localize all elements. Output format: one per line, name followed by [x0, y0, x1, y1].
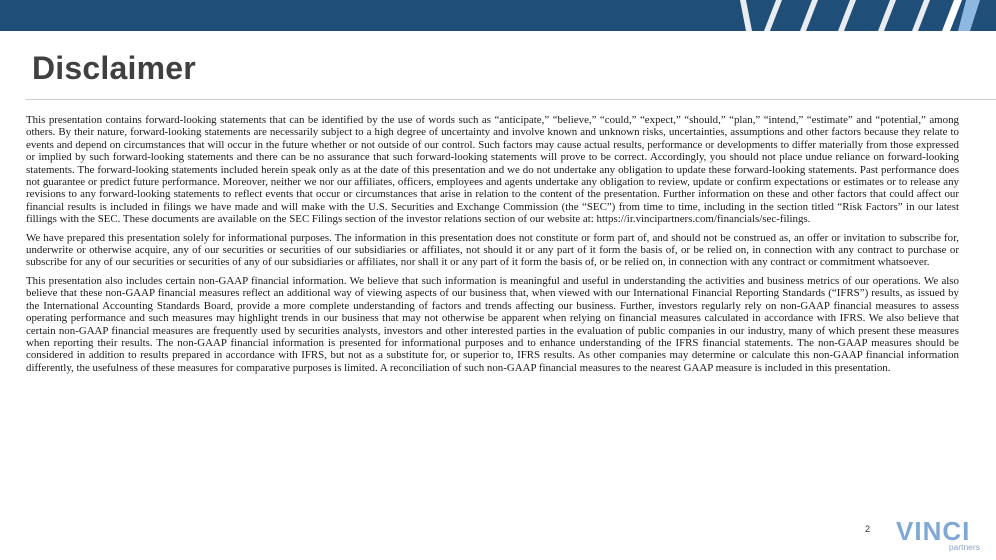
vinci-partners-logo — [896, 517, 986, 553]
disclaimer-paragraph-forward-looking: This presentation contains forward-looking statements that can be identified by the use of words such as “anticipate,” “believe,” “could,” “expect,” “should,” “plan,” “intend,” “estimate” and “potential,” among others. By their nature, forward-looking statements are necessarily subject to a high degree of uncertainty and involve known and unknown risks, uncertainties, assumptions and other factors because they relate to events and depend on circumstances that will occur in the future whether or not outside of our control. Such factors may cause actual results, performance or developments to differ materially from those expressed or implied by such forward-looking statements and there can be no assurance that such forward-looking statements will prove to be correct. Accordingly, you should not place undue reliance on forward-looking statements. The forward-looking statements included herein speak only as at the date of this presentation and we do not undertake any obligation to update these forward-looking statements. Past performance does not guarantee or predict future performance. Moreover, neither we nor our affiliates, officers, employees and agents undertake any obligation to review, update or confirm expectations or estimates or to release any revisions to any forward-looking statements to reflect events that occur or circumstances that arise in relation to the content of the presentation. Further information on these and other factors that could affect our financial results is included in filings we have made and will make with the U.S. Securities and Exchange Commission (the “SEC”) from time to time, including in the section titled “Risk Factors” in our latest fillings with the SEC. These documents are available on the SEC Filings section of the investor relations section of our website at: https://ir.vincipartners.com/financials/sec-filings. — [26, 114, 959, 226]
disclaimer-paragraph-non-gaap: This presentation also includes certain non-GAAP financial information. We believe that such information is meaningful and useful in understanding the activities and business metrics of our operations. We also believe that these non-GAAP financial measures reflect an additional way of viewing aspects of our business that, when viewed with our International Financial Reporting Standards (“IFRS”) results, as issued by the International Accounting Standards Board, provide a more complete understanding of factors and trends affecting our business. Further, investors regularly rely on non-GAAP financial measures to assess operating performance and such measures may highlight trends in our business that may not otherwise be apparent when relying on financial measures calculated in accordance with IFRS. We also believe that certain non-GAAP financial measures are frequently used by securities analysts, investors and other interested parties in the evaluation of public companies in our industry, many of which present these measures when reporting their results. The non-GAAP financial information is presented for informational purposes and to enhance understanding of the IFRS financial statements. The non-GAAP measures should be considered in addition to results prepared in accordance with IFRS, but not as a substitute for, or superior to, IFRS results. As other companies may determine or calculate this non-GAAP financial information differently, the usefulness of these measures for comparative purposes is limited. A reconciliation of such non-GAAP financial measures to the nearest GAAP measure is included in this presentation. — [26, 274, 959, 374]
disclaimer-body — [26, 114, 959, 380]
title-divider — [26, 99, 996, 100]
logo-wordmark: VINCI — [896, 516, 971, 546]
disclaimer-paragraph-informational: We have prepared this presentation solely for informational purposes. The information in this presentation does not constitute or form part of, and should not be construed as, an offer or invitation to subscribe for, underwrite or otherwise acquire, any of our securities or securities of our subsidiaries or affiliates, not should it or any part of it form the basis of, or be relied on, in connection with any contract to purchase or subscribe for any of our securities or securities of any of our subsidiaries or affiliates, nor shall it or any part of it form the basis of, or be relied on, in connection with any contract or commitment whatsoever. — [26, 231, 959, 269]
page-number: 2 — [865, 524, 871, 534]
header-band — [0, 0, 996, 31]
page-title: Disclaimer — [32, 50, 196, 86]
logo-subtitle: partners — [948, 542, 980, 552]
decorative-stripes — [0, 0, 996, 31]
